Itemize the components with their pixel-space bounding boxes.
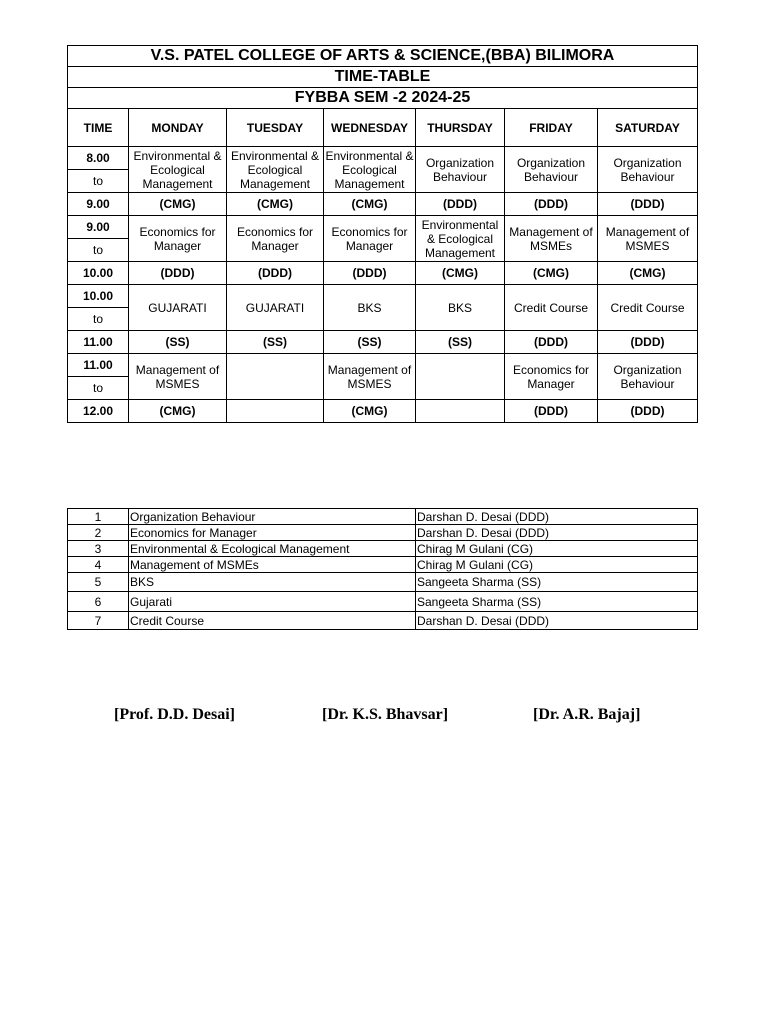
legend-row bbox=[68, 573, 698, 592]
legend-subject: BKS bbox=[129, 573, 416, 592]
faculty-code: (DDD) bbox=[505, 400, 598, 423]
lecture-cell: Environmental & Ecological Management bbox=[129, 147, 227, 193]
faculty-code: (CMG) bbox=[227, 193, 324, 216]
faculty-code: (CMG) bbox=[416, 262, 505, 285]
faculty-code bbox=[227, 400, 324, 423]
lecture-cell: Organization Behaviour bbox=[598, 354, 698, 400]
lecture-cell: BKS bbox=[324, 285, 416, 331]
lecture-cell: Organization Behaviour bbox=[505, 147, 598, 193]
lecture-cell bbox=[416, 354, 505, 400]
legend-number: 4 bbox=[68, 557, 129, 573]
class-semester: FYBBA SEM -2 2024-25 bbox=[68, 88, 698, 109]
lecture-cell: Environmental & Ecological Management bbox=[227, 147, 324, 193]
slot-start-time: 8.00 bbox=[68, 147, 129, 170]
legend-subject: Organization Behaviour bbox=[129, 509, 416, 525]
faculty-code: (SS) bbox=[227, 331, 324, 354]
column-header-wednesday: WEDNESDAY bbox=[324, 109, 416, 147]
legend-subject: Environmental & Ecological Management bbox=[129, 541, 416, 557]
legend-row bbox=[68, 557, 698, 573]
slot-end-time: 12.00 bbox=[68, 400, 129, 423]
legend-number: 6 bbox=[68, 592, 129, 612]
legend-faculty: Chirag M Gulani (CG) bbox=[416, 541, 698, 557]
slot-to-label: to bbox=[68, 308, 129, 331]
legend-number: 5 bbox=[68, 573, 129, 592]
timetable bbox=[67, 45, 698, 423]
lecture-cell: Environmental & Ecological Management bbox=[416, 216, 505, 262]
slot-to-label: to bbox=[68, 377, 129, 400]
lecture-cell: Economics for Manager bbox=[129, 216, 227, 262]
faculty-code: (CMG) bbox=[129, 400, 227, 423]
signature-dr-bajaj: [Dr. A.R. Bajaj] bbox=[533, 706, 641, 723]
legend-number: 1 bbox=[68, 509, 129, 525]
faculty-code bbox=[416, 400, 505, 423]
faculty-code: (CMG) bbox=[505, 262, 598, 285]
column-header-friday: FRIDAY bbox=[505, 109, 598, 147]
legend-number: 3 bbox=[68, 541, 129, 557]
faculty-code: (DDD) bbox=[505, 193, 598, 216]
faculty-code: (SS) bbox=[324, 331, 416, 354]
lecture-cell: Economics for Manager bbox=[505, 354, 598, 400]
lecture-cell: GUJARATI bbox=[129, 285, 227, 331]
faculty-code: (DDD) bbox=[324, 262, 416, 285]
legend-faculty: Chirag M Gulani (CG) bbox=[416, 557, 698, 573]
legend-subject: Management of MSMEs bbox=[129, 557, 416, 573]
document-title: TIME-TABLE bbox=[68, 67, 698, 88]
slot-to-label: to bbox=[68, 170, 129, 193]
legend-row bbox=[68, 541, 698, 557]
college-name: V.S. PATEL COLLEGE OF ARTS & SCIENCE,(BBA) BILIMORA bbox=[68, 46, 698, 67]
slot-start-time: 11.00 bbox=[68, 354, 129, 377]
lecture-cell: Economics for Manager bbox=[227, 216, 324, 262]
faculty-code: (DDD) bbox=[598, 400, 698, 423]
legend-faculty: Darshan D. Desai (DDD) bbox=[416, 612, 698, 630]
legend-faculty: Sangeeta Sharma (SS) bbox=[416, 573, 698, 592]
faculty-legend-table bbox=[67, 508, 698, 630]
legend-subject: Credit Course bbox=[129, 612, 416, 630]
column-header-monday: MONDAY bbox=[129, 109, 227, 147]
lecture-cell: BKS bbox=[416, 285, 505, 331]
legend-number: 2 bbox=[68, 525, 129, 541]
signature-dr-bhavsar: [Dr. K.S. Bhavsar] bbox=[322, 706, 449, 723]
lecture-cell: Economics for Manager bbox=[324, 216, 416, 262]
slot-end-time: 11.00 bbox=[68, 331, 129, 354]
legend-row bbox=[68, 592, 698, 612]
faculty-code: (DDD) bbox=[598, 331, 698, 354]
slot-start-time: 10.00 bbox=[68, 285, 129, 308]
lecture-cell: Organization Behaviour bbox=[598, 147, 698, 193]
lecture-cell: Management of MSMEs bbox=[505, 216, 598, 262]
legend-row bbox=[68, 525, 698, 541]
slot-start-time: 9.00 bbox=[68, 216, 129, 239]
slot-end-time: 9.00 bbox=[68, 193, 129, 216]
legend-faculty: Sangeeta Sharma (SS) bbox=[416, 592, 698, 612]
legend-faculty: Darshan D. Desai (DDD) bbox=[416, 509, 698, 525]
lecture-cell: Credit Course bbox=[505, 285, 598, 331]
column-header-saturday: SATURDAY bbox=[598, 109, 698, 147]
slot-to-label: to bbox=[68, 239, 129, 262]
faculty-code: (DDD) bbox=[227, 262, 324, 285]
slot-end-time: 10.00 bbox=[68, 262, 129, 285]
faculty-code: (CMG) bbox=[598, 262, 698, 285]
faculty-code: (DDD) bbox=[598, 193, 698, 216]
faculty-code: (CMG) bbox=[129, 193, 227, 216]
lecture-cell: Management of MSMES bbox=[324, 354, 416, 400]
faculty-code: (DDD) bbox=[129, 262, 227, 285]
column-header-time: TIME bbox=[68, 109, 129, 147]
column-header-thursday: THURSDAY bbox=[416, 109, 505, 147]
lecture-cell: Management of MSMES bbox=[129, 354, 227, 400]
lecture-cell: Environmental & Ecological Management bbox=[325, 148, 414, 191]
lecture-cell: GUJARATI bbox=[227, 285, 324, 331]
faculty-code: (SS) bbox=[129, 331, 227, 354]
faculty-code: (CMG) bbox=[324, 193, 416, 216]
legend-row bbox=[68, 612, 698, 630]
signature-block bbox=[0, 706, 768, 730]
column-header-tuesday: TUESDAY bbox=[227, 109, 324, 147]
lecture-cell: Credit Course bbox=[598, 285, 698, 331]
legend-faculty: Darshan D. Desai (DDD) bbox=[416, 525, 698, 541]
faculty-code: (SS) bbox=[416, 331, 505, 354]
lecture-cell: Organization Behaviour bbox=[416, 147, 505, 193]
legend-number: 7 bbox=[68, 612, 129, 630]
lecture-cell bbox=[227, 354, 324, 400]
faculty-code: (DDD) bbox=[416, 193, 505, 216]
legend-subject: Gujarati bbox=[129, 592, 416, 612]
signature-prof-desai: [Prof. D.D. Desai] bbox=[114, 706, 236, 723]
legend-row bbox=[68, 509, 698, 525]
faculty-code: (CMG) bbox=[324, 400, 416, 423]
legend-subject: Economics for Manager bbox=[129, 525, 416, 541]
lecture-cell: Management of MSMES bbox=[598, 216, 698, 262]
faculty-code: (DDD) bbox=[505, 331, 598, 354]
